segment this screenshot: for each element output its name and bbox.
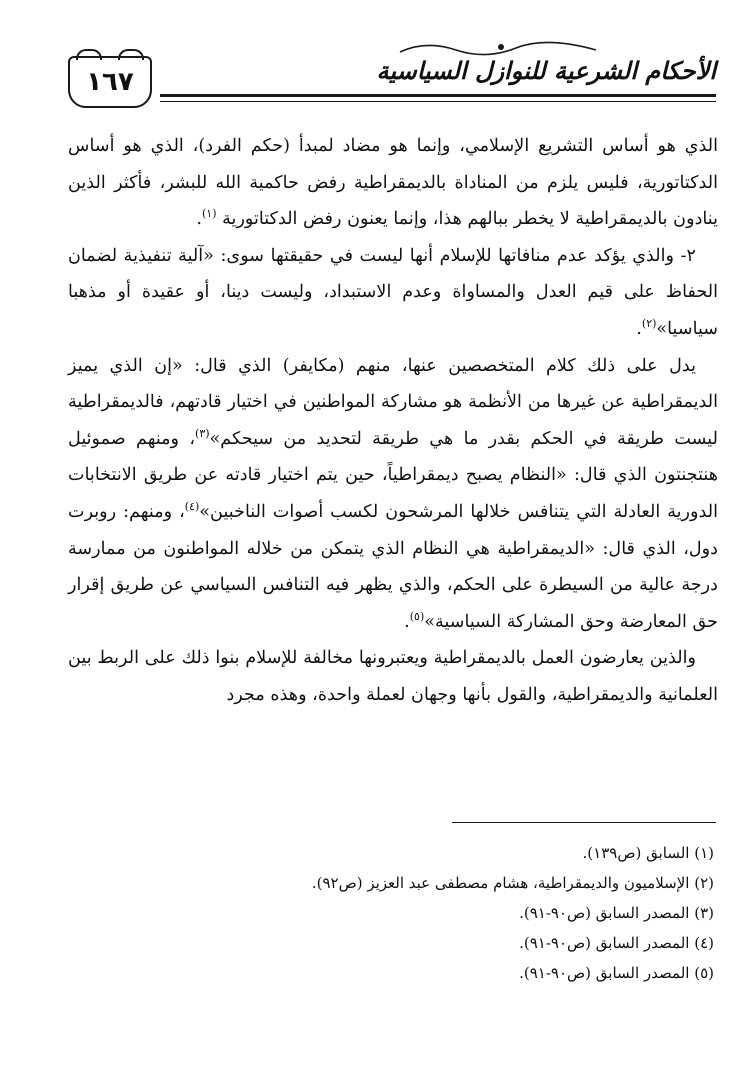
paragraph-2-end: . <box>636 318 642 339</box>
paragraph-3-text-b: ، ومنهم صموئيل هنتجنتون الذي قال: «النظام يصبح ديمقراطياً، حين يتم اختيار قادته عن طريق الانتخابات الدورية العادلة التي يتنافس خلالها المرشحون لكسب أصوات الناخبين» <box>68 428 719 522</box>
body-text <box>68 128 718 714</box>
footnote-5: (٥) المصدر السابق (ص٩٠-٩١). <box>519 964 714 982</box>
paragraph-1-end: . <box>196 209 202 230</box>
footnote-ref-3[interactable]: (٣) <box>195 426 210 440</box>
footnote-separator <box>452 822 716 823</box>
header-rule-thick <box>160 94 412 97</box>
page-number: ١٦٧ <box>86 67 134 97</box>
paragraph-3-end: . <box>404 611 410 632</box>
paragraph-3-text-a: يدل على ذلك كلام المتخصصين عنها، منهم (مكايفر) الذي قال: «إن الذي يميز الديمقراطية عن غيرها من الأنظمة هو مشاركة المواطنين في اختيار قادتهم، فالديمقراطية ليست طريقة في الحكم بقدر ما هي طريقة لتحديد من سيحكم» <box>68 355 718 449</box>
footnote-1: (١) السابق (ص١٣٩). <box>582 844 714 862</box>
footnote-ref-4[interactable]: (٤) <box>184 500 200 514</box>
footnote-2: (٢) الإسلاميون والديمقراطية، هشام مصطفى عبد العزيز (ص٩٢). <box>311 874 714 892</box>
paragraph-3 <box>68 348 718 641</box>
paragraph-3-text-c: ، ومنهم: روبرت دول، الذي قال: «الديمقراطية هي النظام الذي يتمكن من خلاله المواطنون من ممارسة درجة عالية من السيطرة على الحكم، والذي يظهر فيه التنافس السياسي عن طريق إقرار حق المعارضة وحق المشاركة السياسية» <box>68 501 718 632</box>
footnote-ref-5[interactable]: (٥) <box>409 609 425 623</box>
footnote-ref-2[interactable]: (٢) <box>641 317 657 331</box>
paragraph-4-text: والذين يعارضون العمل بالديمقراطية ويعتبرونها مخالفة للإسلام بنوا ذلك على الربط بين العلمانية والديمقراطية، والقول بأنها وجهان لعملة واحدة، وهذه مجرد <box>68 648 718 705</box>
footnotes <box>68 838 714 988</box>
title-underline <box>412 94 716 97</box>
header-rule-thin <box>160 101 716 102</box>
footnote-ref-1[interactable]: (١) <box>202 207 217 221</box>
paragraph-1 <box>68 128 718 238</box>
footnote-4: (٤) المصدر السابق (ص٩٠-٩١). <box>519 934 714 952</box>
page-number-frame <box>68 56 152 108</box>
footnote-3: (٣) المصدر السابق (ص٩٠-٩١). <box>519 904 714 922</box>
running-title: الأحكام الشرعية للنوازل السياسية <box>376 56 716 85</box>
paragraph-2-text: ٢- والذي يؤكد عدم منافاتها للإسلام أنها ليست في حقيقتها سوى: «آلية تنفيذية لضمان الحفاظ على قيم العدل والمساواة وعدم الاستبداد، وليست دينا، أو عقيدة أو مذهبا سياسيا» <box>68 245 718 339</box>
page-header <box>68 46 716 118</box>
paragraph-2 <box>68 238 718 348</box>
paragraph-1-text: الذي هو أساس التشريع الإسلامي، وإنما هو مضاد لمبدأ (حكم الفرد)، الذي هو أساس الدكتاتورية، فليس يلزم من المناداة بالديمقراطية رفض حاكمية الله للبشر، فأكثر الذين ينادون بالديمقراطية لا يخطر ببالهم هذا، وإنما يعنون رفض الدكتاتورية <box>68 136 718 230</box>
paragraph-4 <box>68 640 718 713</box>
